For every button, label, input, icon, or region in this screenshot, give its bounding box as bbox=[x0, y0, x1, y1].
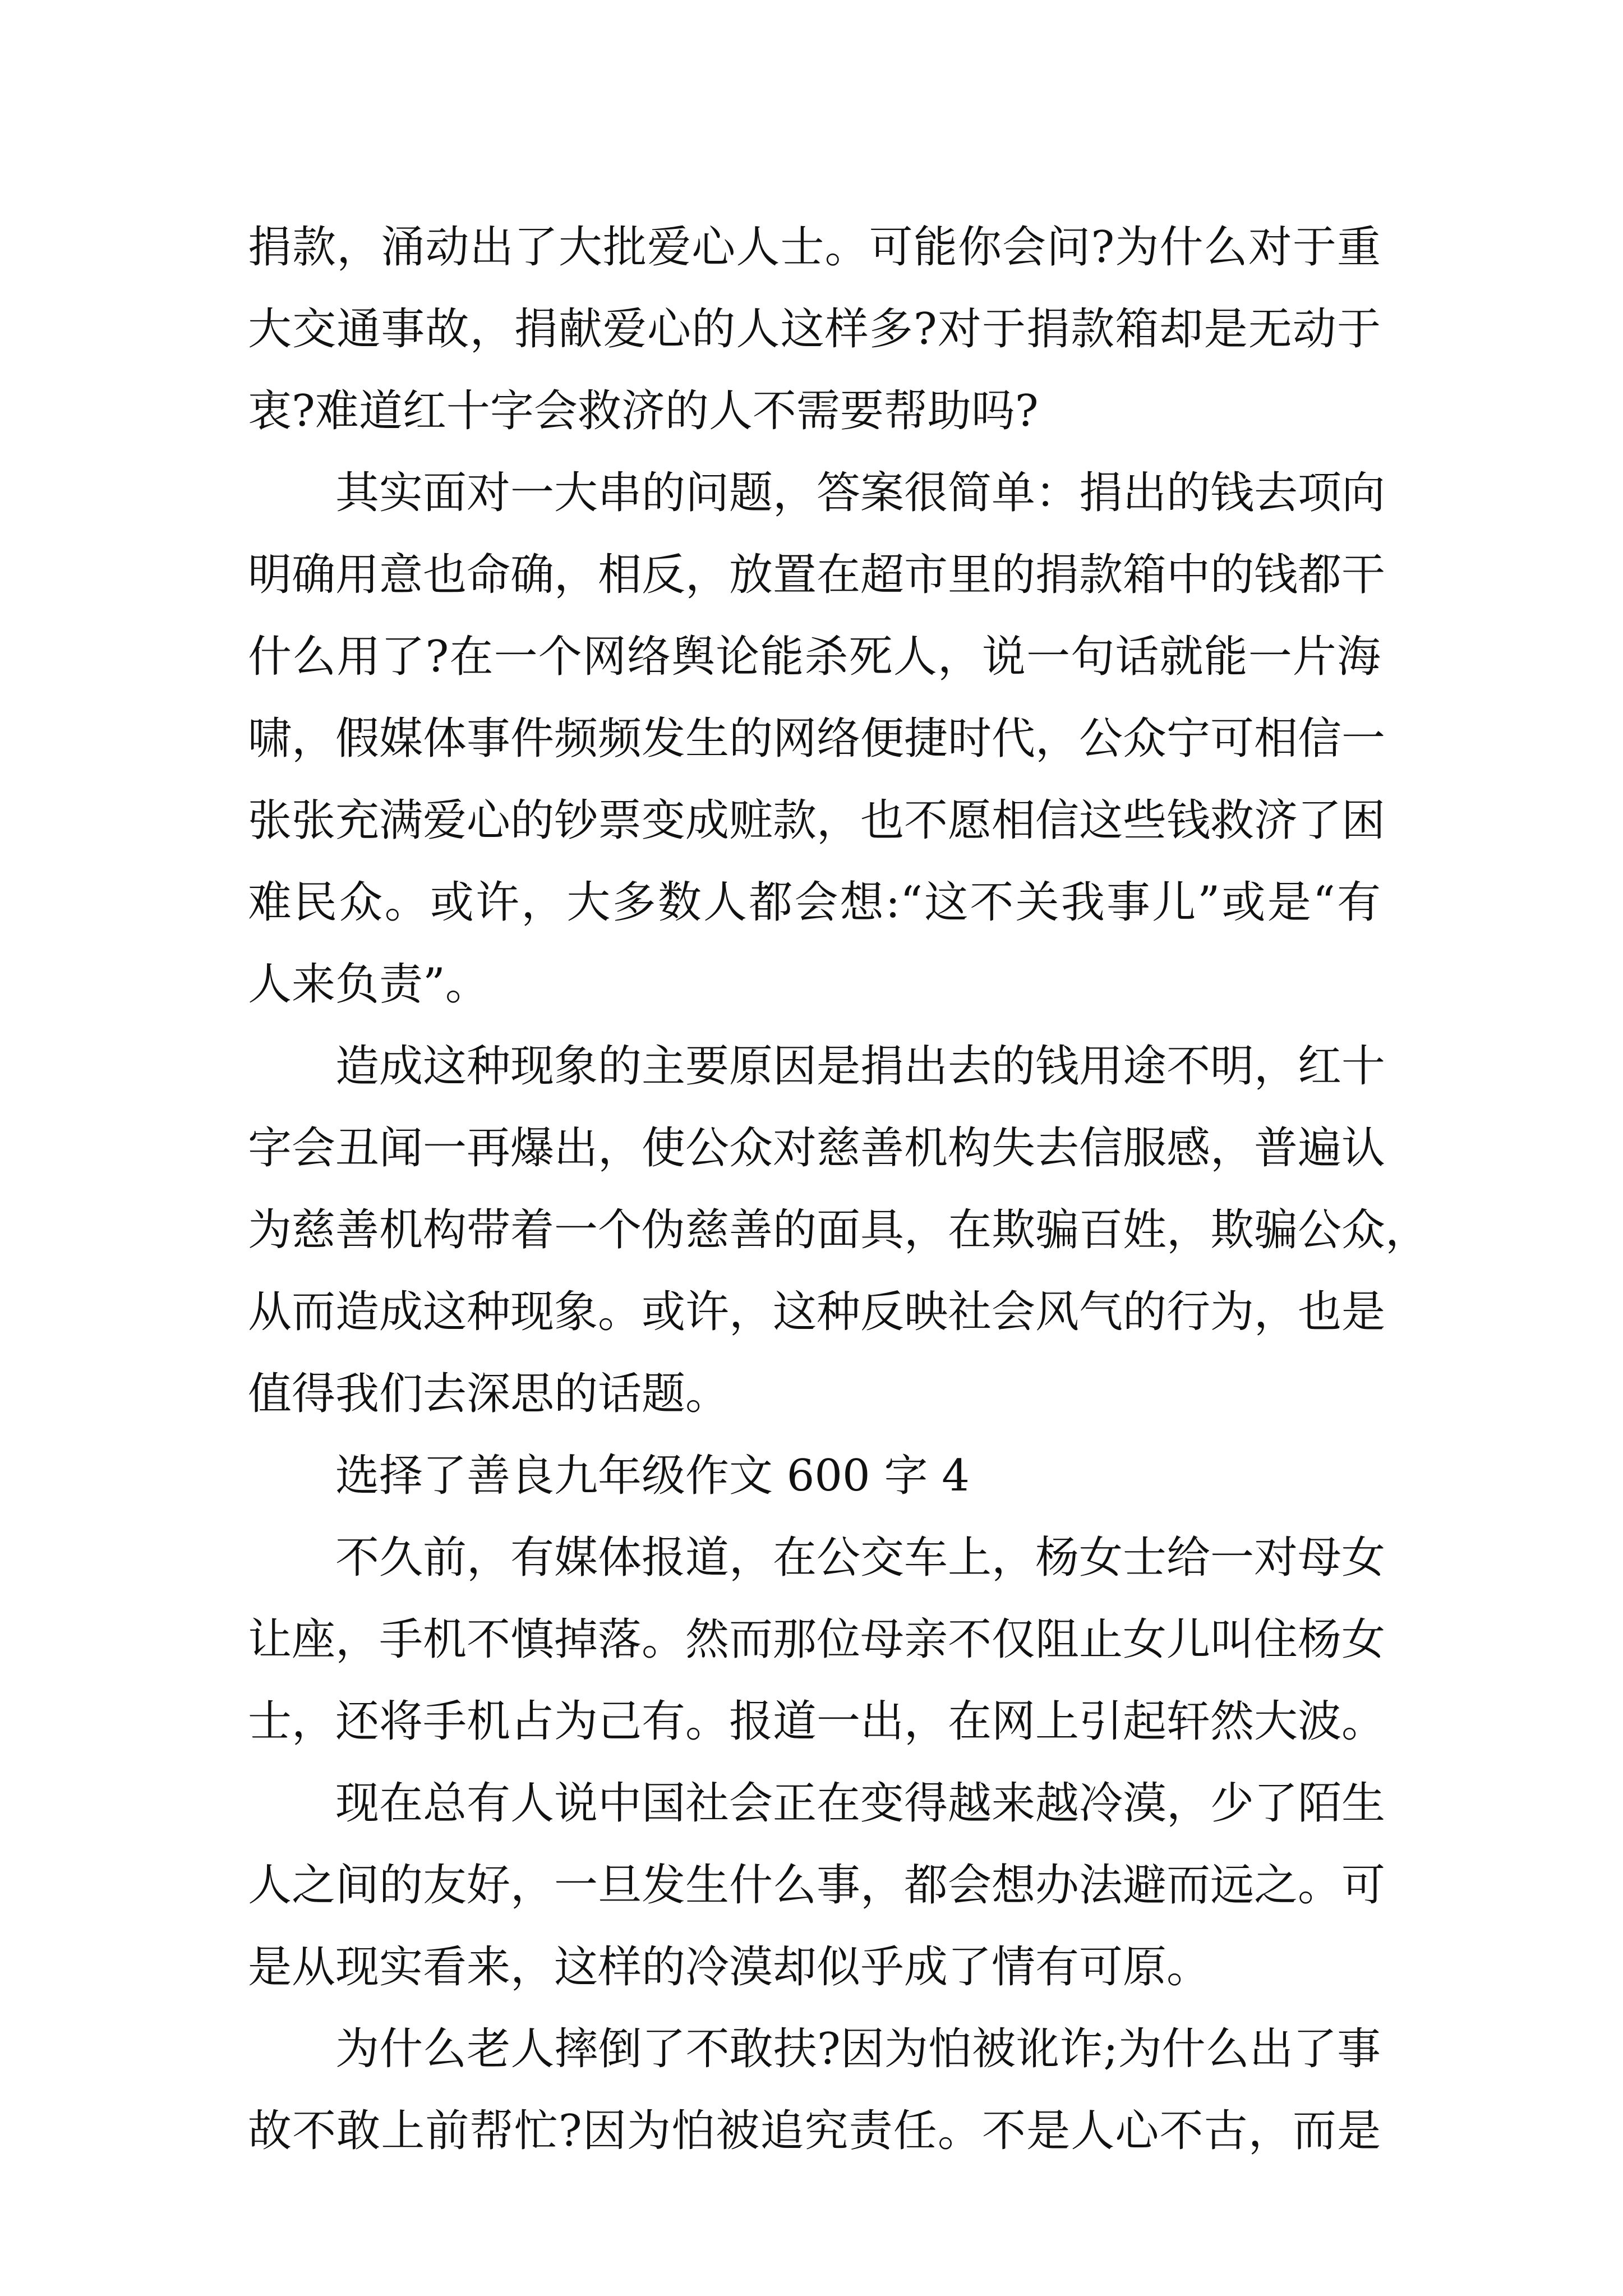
text-line: 难民众。或许，大多数人都会想:“这不关我事儿”或是“有 bbox=[248, 877, 1381, 928]
text-line: 现在总有人说中国社会正在变得越来越冷漠，少了陌生 bbox=[335, 1778, 1386, 1829]
document-page bbox=[248, 206, 1430, 2172]
text-line: 其实面对一大串的问题，答案很简单：捐出的钱去项向 bbox=[335, 468, 1386, 518]
text-line: 为什么老人摔倒了不敢扶?因为怕被讹诈;为什么出了事 bbox=[335, 2024, 1381, 2074]
text-line: 为慈善机构带着一个伪慈善的面具，在欺骗百姓，欺骗公众， bbox=[248, 1205, 1430, 1255]
text-line: 士，还将手机占为己有。报道一出，在网上引起轩然大波。 bbox=[248, 1696, 1386, 1747]
text-line: 人来负责”。 bbox=[248, 959, 489, 1010]
text-line: 捐款，涌动出了大批爱心人士。可能你会问?为什么对于重 bbox=[248, 222, 1381, 273]
text-line: 值得我们去深思的话题。 bbox=[248, 1369, 730, 1419]
text-line: 是从现实看来，这样的冷漠却似乎成了情有可原。 bbox=[248, 1942, 1211, 1993]
text-line: 什么用了?在一个网络舆论能杀死人，说一句话就能一片海 bbox=[248, 632, 1381, 682]
text-line: 让座，手机不慎掉落。然而那位母亲不仅阻止女儿叫住杨女 bbox=[248, 1614, 1386, 1665]
text-line: 故不敢上前帮忙?因为怕被追究责任。不是人心不古，而是 bbox=[248, 2106, 1381, 2156]
text-line: 明确用意也命确，相反，放置在超市里的捐款箱中的钱都干 bbox=[248, 550, 1386, 600]
text-line: 张张充满爱心的钞票变成赃款，也不愿相信这些钱救济了困 bbox=[248, 795, 1386, 846]
text-line: 从而造成这种现象。或许，这种反映社会风气的行为，也是 bbox=[248, 1287, 1386, 1337]
text-line: 不久前，有媒体报道，在公交车上，杨女士给一对母女 bbox=[335, 1533, 1386, 1583]
section-heading: 选择了善良九年级作文 600 字 4 bbox=[335, 1451, 970, 1501]
text-line: 字会丑闻一再爆出，使公众对慈善机构失去信服感，普遍认 bbox=[248, 1123, 1386, 1174]
text-line: 人之间的友好，一旦发生什么事，都会想办法避而远之。可 bbox=[248, 1860, 1386, 1911]
text-line: 造成这种现象的主要原因是捐出去的钱用途不明，红十 bbox=[335, 1041, 1386, 1092]
text-line: 衷?难道红十字会救济的人不需要帮助吗? bbox=[248, 386, 1039, 436]
text-line: 啸，假媒体事件频频发生的网络便捷时代，公众宁可相信一 bbox=[248, 714, 1386, 764]
text-line: 大交通事故，捐献爱心的人这样多?对于捐款箱却是无动于 bbox=[248, 304, 1381, 355]
